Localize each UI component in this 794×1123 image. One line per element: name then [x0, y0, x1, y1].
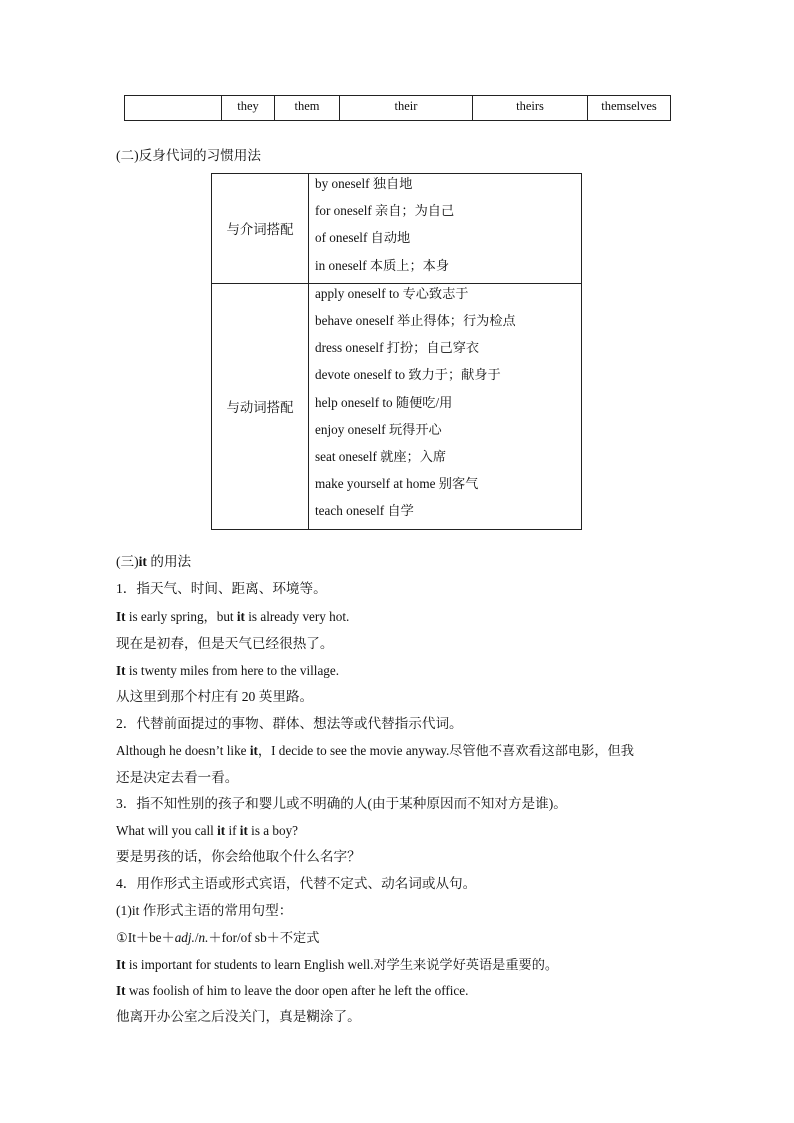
example-5	[116, 956, 558, 974]
formula-adj: adj.	[174, 930, 195, 945]
example-text: Although he doesn’t like	[116, 743, 250, 758]
pronoun-cell-reflexive: themselves	[588, 96, 671, 121]
items-cell	[309, 283, 582, 529]
items-cell	[309, 174, 582, 284]
category-cell: 与介词搭配	[212, 174, 309, 284]
list-item: in oneself 本质上；本身	[315, 257, 450, 273]
formula-n: n.	[198, 930, 209, 945]
it-word: It	[116, 663, 126, 678]
list-item: apply oneself to 专心致志于	[315, 285, 469, 301]
point-3: 3．指不知性别的孩子和婴儿或不明确的人(由于某种原因而不知对方是谁)。	[116, 796, 567, 811]
heading-prefix: (三)	[116, 554, 139, 569]
example-1	[116, 608, 349, 626]
example-2	[116, 662, 339, 680]
list-item: enjoy oneself 玩得开心	[315, 421, 442, 437]
it-word: It	[116, 957, 126, 972]
example-text: was foolish of him to leave the door open after he left the office.	[125, 983, 469, 998]
list-item: of oneself 自动地	[315, 230, 411, 246]
list-item: for oneself 亲自；为自己	[315, 203, 455, 219]
list-item: by oneself 独自地	[315, 176, 413, 191]
pronoun-cell-subject: they	[222, 96, 275, 121]
list-item: help oneself to 随便吃/用	[315, 394, 453, 410]
it-word: it	[239, 823, 248, 838]
example-3-continuation: 还是决定去看一看。	[116, 770, 239, 785]
it-word: It	[116, 983, 126, 998]
pronoun-cell-object: them	[275, 96, 340, 121]
point-1: 1．指天气、时间、距离、环境等。	[116, 581, 327, 596]
pronoun-cell-noun-possessive: theirs	[473, 96, 588, 121]
example-text: is important for students to learn English well.对学生来说学好英语是重要的。	[125, 957, 559, 972]
example-text: is a boy?	[247, 823, 299, 838]
category-cell: 与动词搭配	[212, 283, 309, 529]
list-item: devote oneself to 致力于；献身于	[315, 367, 501, 383]
it-word: it	[249, 743, 258, 758]
pronoun-row	[125, 96, 671, 121]
formula-text: ①It＋be＋	[116, 930, 175, 945]
example-text: is twenty miles from here to the village.	[125, 663, 340, 678]
example-4-translation: 要是男孩的话，你会给他取个什么名字？	[116, 849, 361, 864]
table-row	[212, 283, 582, 529]
it-word: it	[236, 609, 245, 624]
pronoun-table	[124, 95, 671, 121]
example-text: What will you call	[116, 823, 218, 838]
list-item: behave oneself 举止得体；行为检点	[315, 312, 516, 328]
reflexive-usage-table	[211, 173, 582, 530]
section-heading-reflexive: (二)反身代词的习惯用法	[116, 148, 261, 163]
it-word: It	[116, 609, 126, 624]
formula	[116, 929, 319, 947]
it-word: it	[217, 823, 226, 838]
point-4-1: (1)it 作形式主语的常用句型：	[116, 903, 293, 918]
example-1-translation: 现在是初春，但是天气已经很热了。	[116, 636, 334, 651]
list-item: seat oneself 就座；入席	[315, 448, 447, 464]
list-item: dress oneself 打扮；自己穿衣	[315, 340, 480, 356]
heading-suffix: 的用法	[146, 554, 192, 569]
point-4: 4．用作形式主语或形式宾语，代替不定式、动名词或从句。	[116, 876, 477, 891]
example-text: is early spring，but	[125, 609, 237, 624]
example-6-translation: 他离开办公室之后没关门，真是糊涂了。	[116, 1009, 361, 1024]
pronoun-cell-adj-possessive: their	[340, 96, 473, 121]
heading-it: it	[138, 554, 147, 569]
pronoun-cell-person	[125, 96, 222, 121]
example-text: ，I decide to see the movie anyway.尽管他不喜欢看这部电影，但我	[257, 743, 634, 758]
formula-sep: /	[194, 930, 199, 945]
point-2: 2．代替前面提过的事物、群体、想法等或代替指示代词。	[116, 716, 463, 731]
table-row	[212, 174, 582, 284]
example-2-translation: 从这里到那个村庄有 20 英里路。	[116, 689, 314, 704]
example-text: if	[225, 823, 240, 838]
example-6	[116, 982, 468, 1000]
example-3	[116, 742, 634, 760]
section-heading-it	[116, 553, 191, 571]
list-item: teach oneself 自学	[315, 503, 414, 519]
formula-text: ＋for/of sb＋不定式	[208, 930, 320, 945]
list-item: make yourself at home 别客气	[315, 476, 479, 492]
example-text: is already very hot.	[244, 609, 350, 624]
example-4	[116, 822, 298, 840]
